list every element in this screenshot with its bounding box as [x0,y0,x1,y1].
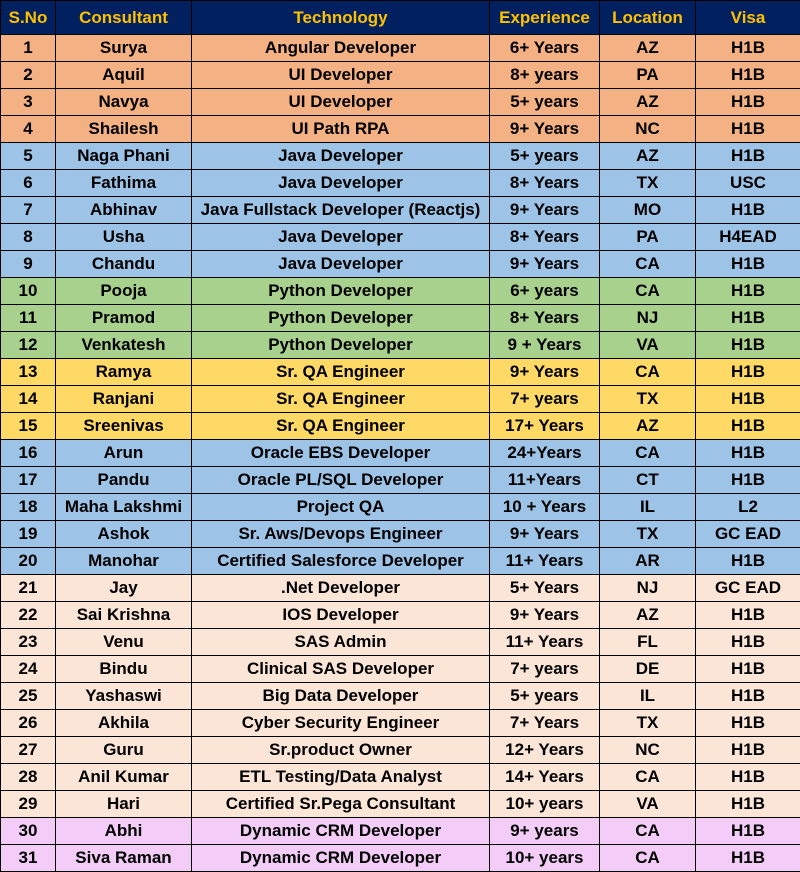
cell-sno: 10 [1,278,56,305]
cell-consultant: Siva Raman [56,845,192,872]
table-header [1,1,800,35]
cell-visa: H1B [696,737,800,764]
cell-experience: 10 + Years [490,494,600,521]
cell-sno: 21 [1,575,56,602]
table-row [1,656,800,683]
cell-consultant: Jay [56,575,192,602]
table-row [1,197,800,224]
cell-location: IL [600,683,696,710]
cell-visa: H1B [696,683,800,710]
cell-visa: H1B [696,710,800,737]
table-row [1,35,800,62]
table-row [1,818,800,845]
table-row [1,89,800,116]
cell-technology: Dynamic CRM Developer [192,845,490,872]
table-body [1,35,800,872]
cell-technology: Java Developer [192,143,490,170]
cell-visa: H1B [696,791,800,818]
cell-technology: Project QA [192,494,490,521]
cell-consultant: Anil Kumar [56,764,192,791]
table-row [1,737,800,764]
cell-consultant: Arun [56,440,192,467]
cell-visa: H1B [696,89,800,116]
cell-technology: IOS Developer [192,602,490,629]
cell-technology: SAS Admin [192,629,490,656]
cell-consultant: Guru [56,737,192,764]
cell-location: IL [600,494,696,521]
cell-sno: 17 [1,467,56,494]
cell-visa: H1B [696,467,800,494]
cell-experience: 8+ Years [490,170,600,197]
cell-experience: 9+ years [490,818,600,845]
cell-visa: H1B [696,251,800,278]
table-row [1,494,800,521]
cell-location: AZ [600,413,696,440]
cell-sno: 20 [1,548,56,575]
cell-experience: 14+ Years [490,764,600,791]
table-row [1,629,800,656]
header-experience: Experience [490,1,600,35]
cell-visa: H1B [696,332,800,359]
cell-technology: Java Developer [192,251,490,278]
cell-technology: UI Path RPA [192,116,490,143]
cell-consultant: Chandu [56,251,192,278]
cell-location: CA [600,764,696,791]
cell-sno: 23 [1,629,56,656]
cell-visa: H1B [696,62,800,89]
cell-sno: 19 [1,521,56,548]
cell-visa: GC EAD [696,575,800,602]
cell-sno: 11 [1,305,56,332]
cell-technology: Certified Sr.Pega Consultant [192,791,490,818]
cell-sno: 5 [1,143,56,170]
cell-experience: 17+ Years [490,413,600,440]
table-row [1,224,800,251]
header-location: Location [600,1,696,35]
cell-experience: 9+ Years [490,602,600,629]
cell-consultant: Navya [56,89,192,116]
cell-visa: H1B [696,548,800,575]
cell-sno: 24 [1,656,56,683]
cell-consultant: Ashok [56,521,192,548]
cell-location: NC [600,737,696,764]
cell-experience: 5+ Years [490,575,600,602]
cell-consultant: Abhinav [56,197,192,224]
cell-sno: 27 [1,737,56,764]
cell-experience: 11+ Years [490,629,600,656]
cell-visa: H1B [696,278,800,305]
cell-location: PA [600,224,696,251]
cell-consultant: Akhila [56,710,192,737]
cell-sno: 25 [1,683,56,710]
cell-technology: Sr. QA Engineer [192,386,490,413]
cell-visa: H1B [696,386,800,413]
cell-experience: 9+ Years [490,197,600,224]
cell-visa: H1B [696,413,800,440]
cell-sno: 4 [1,116,56,143]
cell-experience: 8+ Years [490,305,600,332]
cell-experience: 9+ Years [490,251,600,278]
cell-technology: Sr. Aws/Devops Engineer [192,521,490,548]
table-row [1,521,800,548]
cell-experience: 7+ years [490,656,600,683]
cell-experience: 12+ Years [490,737,600,764]
table-row [1,548,800,575]
cell-experience: 7+ years [490,386,600,413]
cell-location: DE [600,656,696,683]
cell-consultant: Maha Lakshmi [56,494,192,521]
cell-technology: Sr.product Owner [192,737,490,764]
cell-sno: 16 [1,440,56,467]
cell-sno: 3 [1,89,56,116]
table-row [1,683,800,710]
cell-sno: 9 [1,251,56,278]
table-row [1,575,800,602]
cell-visa: H1B [696,35,800,62]
cell-technology: Angular Developer [192,35,490,62]
cell-location: CA [600,359,696,386]
cell-sno: 1 [1,35,56,62]
table-row [1,170,800,197]
cell-consultant: Shailesh [56,116,192,143]
cell-consultant: Ramya [56,359,192,386]
cell-consultant: Venkatesh [56,332,192,359]
cell-experience: 6+ years [490,278,600,305]
cell-technology: Sr. QA Engineer [192,359,490,386]
cell-consultant: Manohar [56,548,192,575]
table-row [1,386,800,413]
cell-experience: 10+ years [490,791,600,818]
cell-sno: 28 [1,764,56,791]
cell-experience: 8+ Years [490,224,600,251]
cell-experience: 24+Years [490,440,600,467]
cell-experience: 11+Years [490,467,600,494]
cell-consultant: Bindu [56,656,192,683]
cell-technology: Sr. QA Engineer [192,413,490,440]
table-row [1,602,800,629]
cell-technology: Clinical SAS Developer [192,656,490,683]
cell-experience: 5+ years [490,143,600,170]
cell-experience: 5+ years [490,683,600,710]
cell-technology: .Net Developer [192,575,490,602]
cell-location: CA [600,440,696,467]
cell-sno: 8 [1,224,56,251]
cell-location: VA [600,332,696,359]
cell-location: NJ [600,575,696,602]
cell-consultant: Pandu [56,467,192,494]
cell-technology: Dynamic CRM Developer [192,818,490,845]
cell-technology: Python Developer [192,278,490,305]
cell-sno: 12 [1,332,56,359]
cell-consultant: Venu [56,629,192,656]
cell-location: TX [600,521,696,548]
cell-location: AZ [600,143,696,170]
table-row [1,710,800,737]
cell-experience: 9+ Years [490,359,600,386]
cell-location: MO [600,197,696,224]
cell-experience: 9 + Years [490,332,600,359]
cell-visa: H1B [696,197,800,224]
cell-visa: H1B [696,116,800,143]
cell-visa: H1B [696,305,800,332]
cell-sno: 30 [1,818,56,845]
cell-visa: H1B [696,602,800,629]
cell-visa: GC EAD [696,521,800,548]
cell-sno: 31 [1,845,56,872]
cell-visa: H4EAD [696,224,800,251]
cell-technology: Certified Salesforce Developer [192,548,490,575]
cell-visa: H1B [696,143,800,170]
cell-location: CA [600,845,696,872]
cell-visa: H1B [696,440,800,467]
cell-technology: Cyber Security Engineer [192,710,490,737]
cell-consultant: Sai Krishna [56,602,192,629]
cell-technology: Oracle EBS Developer [192,440,490,467]
cell-consultant: Hari [56,791,192,818]
cell-visa: USC [696,170,800,197]
table-row [1,440,800,467]
table-row [1,332,800,359]
cell-consultant: Aquil [56,62,192,89]
cell-location: PA [600,62,696,89]
table-row [1,413,800,440]
cell-location: TX [600,710,696,737]
cell-visa: H1B [696,629,800,656]
table-row [1,251,800,278]
cell-experience: 9+ Years [490,521,600,548]
table-row [1,764,800,791]
table-row [1,359,800,386]
table-row [1,62,800,89]
cell-experience: 11+ Years [490,548,600,575]
cell-consultant: Ranjani [56,386,192,413]
table-row [1,845,800,872]
cell-location: CA [600,278,696,305]
cell-consultant: Sreenivas [56,413,192,440]
cell-visa: H1B [696,764,800,791]
cell-location: TX [600,386,696,413]
header-technology: Technology [192,1,490,35]
cell-sno: 15 [1,413,56,440]
cell-visa: H1B [696,818,800,845]
cell-location: NJ [600,305,696,332]
cell-experience: 6+ Years [490,35,600,62]
cell-experience: 9+ Years [490,116,600,143]
header-row [1,1,800,35]
table-row [1,791,800,818]
cell-location: AZ [600,602,696,629]
cell-consultant: Fathima [56,170,192,197]
cell-technology: Java Developer [192,224,490,251]
cell-visa: H1B [696,845,800,872]
table-row [1,278,800,305]
cell-visa: H1B [696,359,800,386]
cell-sno: 22 [1,602,56,629]
cell-location: CA [600,818,696,845]
cell-technology: UI Developer [192,89,490,116]
cell-consultant: Yashaswi [56,683,192,710]
cell-consultant: Naga Phani [56,143,192,170]
cell-location: TX [600,170,696,197]
cell-technology: Java Fullstack Developer (Reactjs) [192,197,490,224]
header-visa: Visa [696,1,800,35]
cell-sno: 14 [1,386,56,413]
cell-sno: 18 [1,494,56,521]
cell-sno: 7 [1,197,56,224]
cell-consultant: Usha [56,224,192,251]
cell-visa: H1B [696,656,800,683]
cell-technology: Java Developer [192,170,490,197]
cell-location: VA [600,791,696,818]
cell-technology: Python Developer [192,305,490,332]
header-sno: S.No [1,1,56,35]
cell-consultant: Surya [56,35,192,62]
cell-technology: Oracle PL/SQL Developer [192,467,490,494]
cell-technology: ETL Testing/Data Analyst [192,764,490,791]
table-row [1,116,800,143]
cell-sno: 13 [1,359,56,386]
cell-experience: 5+ years [490,89,600,116]
cell-visa: L2 [696,494,800,521]
cell-consultant: Abhi [56,818,192,845]
cell-technology: Python Developer [192,332,490,359]
cell-location: AZ [600,35,696,62]
cell-technology: UI Developer [192,62,490,89]
cell-sno: 2 [1,62,56,89]
cell-experience: 7+ Years [490,710,600,737]
header-consultant: Consultant [56,1,192,35]
cell-experience: 10+ years [490,845,600,872]
cell-experience: 8+ years [490,62,600,89]
table-row [1,467,800,494]
cell-location: CT [600,467,696,494]
cell-location: FL [600,629,696,656]
cell-technology: Big Data Developer [192,683,490,710]
cell-sno: 29 [1,791,56,818]
cell-location: AR [600,548,696,575]
cell-location: AZ [600,89,696,116]
cell-location: NC [600,116,696,143]
cell-consultant: Pooja [56,278,192,305]
cell-location: CA [600,251,696,278]
cell-sno: 6 [1,170,56,197]
table-row [1,305,800,332]
cell-sno: 26 [1,710,56,737]
cell-consultant: Pramod [56,305,192,332]
table-row [1,143,800,170]
